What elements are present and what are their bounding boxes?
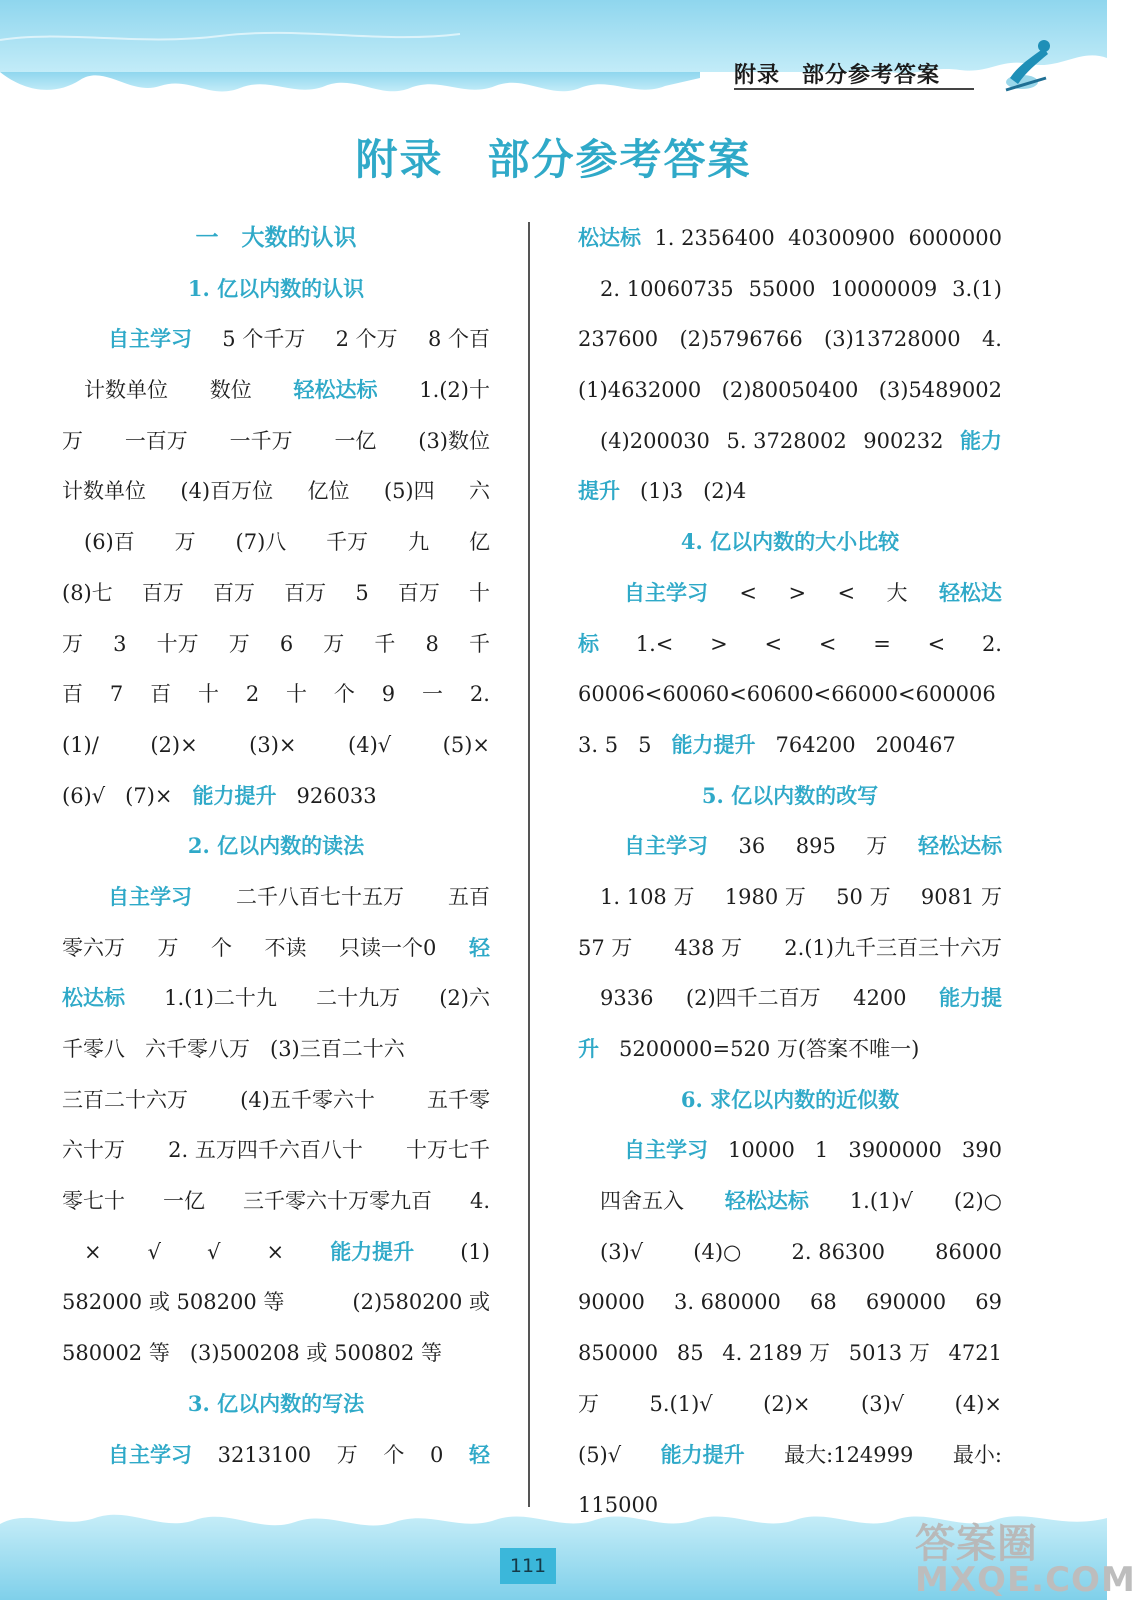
answer-text: (7)八 (235, 530, 287, 555)
answer-text: 2. 10060735 (600, 276, 734, 301)
answer-text: 数位 (209, 378, 252, 403)
answer-text: 千万 (326, 530, 369, 555)
answer-text: 1.(2)十 (419, 378, 490, 403)
answer-text: 万 (174, 530, 196, 555)
answer-text: 三百二十六万 (62, 1087, 188, 1112)
answer-text: 五千零 (427, 1087, 490, 1112)
answer-keyword: 自主学习 (108, 1441, 192, 1467)
answer-line (62, 314, 490, 365)
answer-line (62, 619, 490, 670)
answer-keyword: 自主学习 (624, 1137, 708, 1163)
page-title-right: 部分参考答案 (487, 135, 752, 184)
answer-line (578, 314, 1002, 365)
answer-keyword: 轻松达 (938, 579, 1002, 605)
heading-text: 6. 求亿以内数的近似数 (680, 1086, 900, 1112)
answer-text: 68 (810, 1290, 837, 1315)
answer-line (62, 1075, 490, 1126)
answer-text: (5)√ (578, 1442, 622, 1467)
heading-text: 一 大数的认识 (195, 224, 357, 251)
answer-text: (2)5796766 (679, 327, 803, 352)
answer-text: 百万 (213, 580, 256, 605)
answer-text: 86000 (935, 1239, 1002, 1264)
answer-text: > (710, 631, 728, 656)
answer-text: (1)/ (62, 732, 99, 757)
answer-keyword: 升 (578, 1036, 599, 1061)
answer-text: 千零八 (62, 1037, 125, 1061)
answer-text: (3)三百二十六 (270, 1037, 405, 1061)
answer-text: 5. 3728002 (726, 428, 847, 453)
answer-line (578, 669, 1002, 720)
right-column (578, 213, 1002, 1531)
answer-text: 2. 五万四千六百八十 (168, 1138, 363, 1163)
answer-text: 六千零八万 (145, 1037, 250, 1061)
answer-line (62, 1227, 490, 1278)
answer-text: 万 (866, 834, 888, 859)
answer-text: 计数单位 (84, 378, 168, 403)
answer-text: 6000000 (908, 226, 1002, 250)
answer-line (578, 619, 1002, 670)
answer-keyword: 松达标 (62, 985, 125, 1011)
answer-line (62, 720, 490, 771)
answer-text: (1) (460, 1239, 490, 1264)
answer-line (62, 669, 490, 720)
section-heading (578, 1075, 1002, 1126)
answer-line (62, 1430, 490, 1481)
answer-text: 个 (383, 1442, 405, 1467)
watermark-logo: 答案圈 (915, 1521, 1038, 1567)
answer-text: 8 个百 (427, 327, 490, 352)
answer-keyword: 自主学习 (624, 833, 708, 859)
answer-text: 1.(1)二十九 (164, 986, 277, 1011)
answer-text: 一 (422, 682, 443, 707)
answer-text: (3)× (249, 732, 297, 757)
answer-text: 4200 (853, 986, 907, 1011)
answer-text: 690000 (865, 1290, 947, 1315)
answer-text: (5)四 (383, 479, 435, 504)
answer-text: 580002 等 (62, 1341, 170, 1366)
answer-text: < (837, 580, 856, 605)
answer-text: 2 个万 (335, 327, 398, 352)
answer-text: 7 (109, 682, 124, 707)
answer-text: 390 (961, 1138, 1002, 1163)
section-heading (62, 821, 490, 872)
answer-line (578, 568, 1002, 619)
answer-text: 3. 680000 (673, 1290, 781, 1315)
answer-text: (2)四千二百万 (685, 986, 821, 1011)
answer-text: 1.(1)√ (849, 1189, 913, 1214)
answer-text: 十 (197, 682, 219, 707)
answer-line (62, 1277, 490, 1328)
answer-line (62, 517, 490, 568)
answer-line (578, 365, 1002, 416)
answer-text: (4)√ (348, 732, 392, 757)
answer-text: × (84, 1239, 102, 1264)
answer-text: 5013 万 (848, 1341, 930, 1366)
answer-text: 10000009 (830, 276, 938, 301)
answer-text: 最小: (952, 1442, 1002, 1467)
skier-logo-icon (1000, 38, 1060, 98)
answer-text: 二千八百七十五万 (236, 884, 404, 909)
answer-text: 4721 (948, 1341, 1002, 1366)
section-heading (62, 213, 490, 264)
answer-text: 5.(1)√ (649, 1391, 713, 1416)
running-header-right: 部分参考答案 (802, 62, 941, 88)
answer-text: 9081 万 (920, 884, 1002, 909)
answer-line (62, 872, 490, 923)
answer-line (578, 1379, 1002, 1430)
answer-line (62, 365, 490, 416)
page-title-left: 附录 (355, 135, 444, 184)
answer-text: 3900000 (848, 1138, 942, 1163)
answer-text: 一千万 (229, 428, 293, 453)
answer-text: 36 (738, 834, 766, 859)
answer-text: 1.< (635, 631, 674, 656)
answer-text: 百 (150, 682, 172, 707)
answer-text: 926033 (296, 783, 377, 808)
answer-text: 40300900 (788, 226, 896, 250)
heading-text: 3. 亿以内数的写法 (187, 1390, 365, 1416)
answer-text: 万 (157, 935, 179, 960)
answer-text: 5 (638, 732, 652, 757)
answer-keyword: 轻 (468, 1441, 490, 1467)
answer-text: 九 (408, 530, 430, 555)
answer-text: 4. (469, 1189, 490, 1214)
heading-text: 4. 亿以内数的大小比较 (680, 529, 900, 555)
answer-text: (3)5489002 (878, 378, 1002, 403)
answer-text: (6)√ (62, 783, 106, 808)
answer-text: (3)√ (600, 1239, 644, 1264)
answer-text: < (927, 631, 946, 656)
answer-text: 2. 86300 (791, 1239, 886, 1264)
answer-text: 不读 (264, 935, 307, 960)
answer-text: 十万 (156, 631, 199, 656)
answer-keyword: 标 (578, 630, 599, 656)
answer-text: 只读一个0 (339, 935, 437, 960)
answer-text: (2)80050400 (721, 378, 859, 403)
answer-line (62, 466, 490, 517)
column-divider (528, 222, 530, 1507)
answer-text: (3)数位 (418, 428, 490, 453)
answer-text: 一亿 (334, 428, 377, 453)
answer-text: (4)× (954, 1391, 1002, 1416)
answer-text: 个 (333, 682, 355, 707)
answer-text: (4)五千零六十 (240, 1087, 375, 1112)
answer-text: 万 (62, 428, 83, 453)
answer-text: 2.(1)九千三百三十六万 (784, 935, 1002, 960)
answer-keyword: 能力提升 (660, 1441, 745, 1467)
answer-text: (3)13728000 (824, 327, 961, 352)
answer-text: 百万 (141, 580, 184, 605)
answer-line (62, 973, 490, 1024)
answer-text: 5 (355, 580, 369, 605)
page-title (0, 127, 1107, 187)
answer-line (578, 1024, 1002, 1075)
answer-text: 0 (429, 1442, 444, 1467)
answer-line (62, 923, 490, 974)
answer-text: 大 (886, 580, 908, 605)
answer-line (62, 1328, 490, 1379)
answer-text: (4)百万位 (180, 479, 274, 504)
answer-text: 4. (981, 327, 1002, 352)
answer-text: (7)× (125, 783, 173, 808)
answer-text: < (739, 580, 758, 605)
answer-text: 5200000=520 万(答案不唯一) (619, 1037, 920, 1061)
answer-text: 千 (374, 631, 396, 656)
answer-text: 850000 (578, 1341, 659, 1366)
answer-text: 438 万 (674, 935, 743, 960)
answer-text: 个 (211, 935, 233, 960)
answer-text: 582000 或 508200 等 (62, 1290, 285, 1315)
answer-line (578, 264, 1002, 315)
answer-keyword: 能力提 (938, 985, 1002, 1011)
answer-text: 3.(1) (952, 276, 1002, 301)
answer-text: 零六万 (62, 935, 125, 960)
answer-line (578, 1125, 1002, 1176)
answer-text: (2)× (150, 732, 198, 757)
running-header-left: 附录 (734, 62, 781, 88)
answer-text: 1980 万 (724, 884, 806, 909)
answer-text: > (788, 580, 807, 605)
answer-text: 900232 (863, 428, 944, 453)
answer-line (578, 872, 1002, 923)
running-header (734, 58, 940, 89)
top-wave-band (0, 0, 1107, 110)
answer-keyword: 能力提升 (671, 731, 756, 757)
answer-text: 115000 (578, 1493, 659, 1518)
answer-text: (8)七 (62, 580, 113, 605)
heading-text: 5. 亿以内数的改写 (701, 782, 879, 808)
answer-text: 5 个千万 (222, 327, 306, 352)
answer-text: 零七十 (62, 1189, 125, 1214)
answer-text: < (764, 631, 783, 656)
answer-text: 万 (323, 631, 345, 656)
answer-text: 一百万 (124, 428, 188, 453)
answer-text: 十 (286, 682, 308, 707)
answer-text: (4)○ (693, 1239, 742, 1264)
answer-text: 1 (814, 1138, 829, 1163)
answer-line (62, 568, 490, 619)
section-heading (578, 517, 1002, 568)
answer-text: 十 (468, 580, 490, 605)
answer-text: 万 (228, 631, 250, 656)
answer-text: 百万 (284, 580, 327, 605)
answer-keyword: 轻松达标 (293, 377, 378, 403)
answer-text: 50 万 (836, 884, 891, 909)
answer-text: 三千零六十万零九百 (242, 1189, 432, 1214)
answer-text: 57 万 (578, 935, 633, 960)
left-column (62, 213, 490, 1480)
answer-text: (4)200030 (600, 428, 710, 453)
answer-line (62, 771, 490, 822)
answer-text: 85 (676, 1341, 704, 1366)
answer-text: 百 (62, 682, 83, 707)
answer-line (578, 1176, 1002, 1227)
answer-text: 895 (795, 834, 836, 859)
section-heading (62, 264, 490, 315)
answer-line (578, 466, 1002, 517)
answer-text: (1)4632000 (578, 378, 702, 403)
answer-text: 五百 (448, 884, 490, 909)
answer-keyword: 能力提升 (330, 1238, 415, 1264)
answer-text: 1. 108 万 (600, 884, 695, 909)
answer-text: (3)√ (861, 1391, 905, 1416)
answer-text: 3. 5 (578, 732, 619, 757)
answer-keyword: 自主学习 (108, 883, 192, 909)
answer-text: < (818, 631, 837, 656)
answer-line (578, 923, 1002, 974)
answer-line (578, 213, 1002, 264)
answer-text: 千 (469, 631, 490, 656)
running-header-rule (734, 88, 974, 90)
answer-text: 55000 (748, 276, 816, 301)
answer-keyword: 自主学习 (108, 326, 192, 352)
answer-text: 百万 (397, 580, 440, 605)
answer-text: 3213100 (217, 1442, 312, 1467)
watermark-url: MXQE.COM (915, 1560, 1136, 1600)
answer-text: 计数单位 (62, 479, 146, 504)
answer-text: 3 (113, 631, 127, 656)
answer-text: = (873, 631, 891, 656)
answer-text: 9336 (600, 986, 654, 1011)
answer-keyword: 能力提升 (192, 782, 277, 808)
answer-text: 万 (578, 1391, 599, 1416)
answer-text: 8 (425, 631, 439, 656)
answer-text: 四舍五入 (600, 1189, 684, 1214)
answer-text: 万 (62, 631, 83, 656)
page-number: 111 (500, 1548, 556, 1584)
answer-text: 237600 (578, 327, 659, 352)
answer-text: (2)580200 或 (352, 1290, 490, 1315)
answer-text: 2. (469, 682, 490, 707)
answer-line (578, 416, 1002, 467)
answer-line (578, 1277, 1002, 1328)
answer-text: (3)500208 或 500802 等 (189, 1341, 442, 1366)
answer-keyword: 松达标 (578, 225, 641, 250)
answer-text: 6 (279, 631, 294, 656)
answer-text: 69 (975, 1290, 1002, 1315)
answer-line (62, 1176, 490, 1227)
answer-text: 亿位 (307, 479, 350, 504)
answer-text: √ (147, 1239, 162, 1264)
answer-keyword: 轻松达标 (917, 833, 1002, 859)
answer-text: (1)3 (640, 479, 684, 504)
answer-text: (2)○ (953, 1189, 1002, 1214)
answer-text: 9 (381, 682, 396, 707)
answer-text: 764200 (775, 732, 856, 757)
answer-text: 200467 (875, 732, 956, 757)
answer-line (62, 1024, 490, 1075)
answer-keyword: 轻松达标 (724, 1188, 809, 1214)
answer-keyword: 自主学习 (624, 579, 708, 605)
answer-line (578, 1430, 1002, 1481)
answer-text: (5)× (442, 732, 490, 757)
answer-text: (6)百 (84, 530, 135, 555)
answer-line (62, 416, 490, 467)
answer-text: 十万七千 (406, 1138, 490, 1163)
answer-keyword: 能力 (959, 427, 1002, 453)
heading-text: 2. 亿以内数的读法 (187, 833, 365, 859)
section-heading (578, 771, 1002, 822)
answer-line (578, 720, 1002, 771)
section-heading (62, 1379, 490, 1430)
answer-text: 60006<60060<60600<66000<600006 (578, 682, 996, 707)
heading-text: 1. 亿以内数的认识 (187, 275, 365, 301)
answer-text: 亿 (468, 530, 490, 555)
answer-text: √ (207, 1239, 221, 1264)
answer-keyword: 提升 (578, 478, 620, 504)
answer-line (578, 821, 1002, 872)
answer-text: (2)六 (439, 986, 490, 1011)
answer-text: 一亿 (162, 1189, 205, 1214)
answer-text: 六十万 (62, 1138, 125, 1163)
answer-keyword: 轻 (468, 934, 490, 960)
answer-text: 2. (981, 631, 1002, 656)
answer-text: 10000 (728, 1138, 795, 1163)
answer-text: 1. 2356400 (654, 226, 775, 250)
answer-text: 万 (336, 1442, 358, 1467)
answer-text: 二十九万 (316, 986, 401, 1011)
answer-text: × (266, 1239, 285, 1264)
answer-line (578, 1227, 1002, 1278)
answer-text: 2 (245, 682, 260, 707)
answer-line (578, 973, 1002, 1024)
answer-text: 4. 2189 万 (722, 1341, 831, 1366)
answer-text: 最大:124999 (784, 1442, 914, 1467)
answer-text: 90000 (578, 1290, 645, 1315)
answer-text: 六 (469, 479, 490, 504)
answer-line (62, 1125, 490, 1176)
answer-text: (2)× (763, 1391, 811, 1416)
answer-text: (2)4 (703, 479, 747, 504)
answer-line (578, 1328, 1002, 1379)
